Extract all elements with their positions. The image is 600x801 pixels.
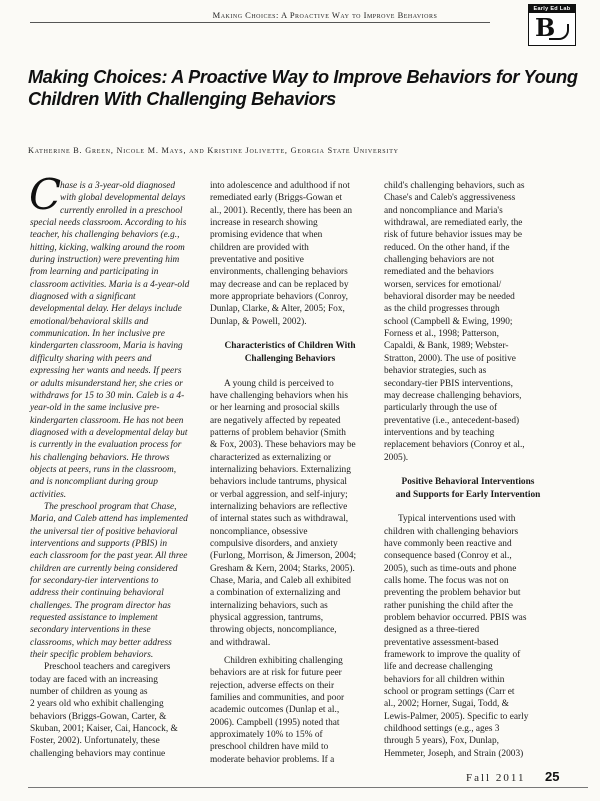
text-line: Preschool teachers and caregivers (44, 662, 171, 673)
text-line: Foster, 2002). Unfortunately, these (30, 736, 160, 747)
text-line: preschool children have mild to (210, 742, 329, 753)
text-line: may decrease and can be replaced by (210, 279, 349, 290)
text-line: particularly through the use of (384, 403, 498, 414)
text-line: developmental delay. Her delays include (30, 304, 182, 315)
text-line: physical aggression, tantrums, (210, 613, 324, 624)
text-line: 2005). (384, 452, 409, 463)
logo-swoosh-icon (549, 24, 569, 40)
text-line: have commonly been reactive and (384, 538, 512, 549)
section-heading-characteristics (210, 340, 370, 365)
text-line: The preschool program that Chase, (44, 501, 177, 512)
text-line: is currently in the evaluation process for (30, 440, 182, 451)
text-line: designed as a three-tiered (384, 625, 480, 636)
text-line: preventative and positive (210, 255, 304, 266)
text-line: objects at peers, runs in the classroom, (30, 464, 177, 475)
text-line: behaviors for all children within (384, 674, 505, 685)
text-line: as the child progresses through (384, 304, 500, 315)
text-line: or adults misunderstand her, she cries or (30, 378, 183, 389)
text-line: Typical interventions used with (398, 514, 516, 525)
text-line: and is noncompliant during group (30, 477, 158, 488)
text-line: risk of future behavior issues may be (384, 230, 523, 241)
text-line: his challenging behaviors. He throws (30, 452, 170, 463)
text-line: Forness et al., 1998; Patterson, (384, 329, 499, 340)
text-line: communication. In her inclusive pre (30, 329, 165, 340)
text-line: preventative assessment-based (384, 637, 499, 648)
column-1 (29, 170, 202, 760)
page-number: 25 (545, 769, 560, 784)
text-line: Positive Behavioral Interventions (401, 477, 535, 488)
text-line: children with challenging behaviors (384, 526, 519, 537)
text-line: secondary-tier PBIS interventions, (384, 378, 513, 389)
running-head-rule (30, 22, 490, 23)
text-line: consequence based (Conroy et al., (384, 551, 512, 562)
text-line: characterized as externalizing or (210, 452, 332, 463)
text-line: Hemmeter, Joseph, and Strain (2003) (384, 748, 524, 759)
text-line: expressing her wants and needs. If peers (30, 366, 182, 377)
text-line: Stratton, 2000). The use of positive (384, 353, 516, 364)
text-line: approximately 10% to 15% of (210, 730, 323, 741)
body-paragraph (30, 661, 202, 760)
text-line: kindergarten classroom, Maria is having (30, 341, 183, 352)
body-paragraph-continued (384, 180, 552, 464)
text-line: children are provided with (210, 242, 309, 253)
text-line: framework to improve the quality of (384, 650, 521, 661)
journal-logo (528, 4, 576, 46)
text-line: Dunlap, & Powell, 2002). (210, 316, 307, 327)
text-line: difficulty sharing with peers and (30, 353, 152, 364)
text-line: diagnosed with a significant (30, 292, 136, 303)
text-line: today are faced with an increasing (30, 674, 158, 685)
text-line: more appropriate behaviors (Conroy, (210, 292, 348, 303)
text-line: and Supports for Early Intervention (395, 489, 541, 500)
text-line: withdraws for 15 to 30 min. Caleb is a 4- (30, 390, 185, 401)
issue-label: Fall 2011 (466, 772, 526, 784)
text-line: the universal tier of positive behavioral (30, 526, 178, 537)
text-line: withdrawal, are remediated early, the (384, 218, 523, 229)
text-line: internalizing behaviors, such as (210, 600, 328, 611)
text-line: of internal states such as withdrawal, (210, 514, 349, 525)
column-2 (210, 180, 370, 766)
text-line: year-old in the same inclusive pre- (30, 403, 160, 414)
text-line: into adolescence and adulthood if not (210, 181, 350, 191)
text-line: rather punishing the child after the (384, 600, 513, 611)
text-line: internalizing behaviors. Externalizing (210, 464, 351, 475)
text-line: currently enrolled in a preschool (60, 205, 183, 216)
column-3 (384, 180, 552, 760)
text-line: children are currently being considered (30, 563, 178, 574)
body-paragraph (210, 655, 370, 766)
text-line: patterns of problem behavior (Smith (210, 427, 346, 438)
text-line: a combination of externalizing and (210, 588, 341, 599)
text-line: challenges. The program director has (30, 600, 171, 611)
text-line: 2005), such as time-outs and phone (384, 563, 517, 574)
text-line: Characteristics of Children With (224, 341, 356, 352)
article-title: Making Choices: A Proactive Way to Improve Behaviors for Young Children With Challenging Behaviors (28, 67, 578, 109)
text-line: or her learning and prosocial skills (210, 403, 340, 414)
text-line: (Furlong, Morrison, & Jimerson, 2004; (210, 551, 357, 562)
body-paragraph (210, 378, 370, 650)
text-line: problem behavior occurred. PBIS was (384, 613, 527, 624)
text-line: or verbal aggression, and self-injury; (210, 489, 348, 500)
text-line: Challenging Behaviors (244, 353, 336, 364)
text-line: during instruction) were preventing him (30, 255, 180, 266)
text-line: have challenging behaviors when his (210, 390, 349, 401)
text-line: are negatively affected by repeated (210, 415, 341, 426)
logo-letter: B (535, 13, 556, 42)
text-line: families and communities, and poor (210, 693, 345, 704)
text-line: child's challenging behaviors, such as (384, 181, 525, 191)
text-line: moderate behavior problems. If a (210, 754, 335, 765)
body-paragraph (384, 513, 552, 760)
text-line: Maria, and Caleb attend has implemented (30, 514, 188, 525)
text-line: throwing objects, noncompliance, (210, 625, 337, 636)
text-line: childhood settings (e.g., ages 3 (384, 724, 500, 735)
text-line: environments, challenging behaviors (210, 267, 348, 278)
text-line: calls home. The focus was not on (384, 576, 509, 586)
text-line: requested assistance to implement (30, 613, 158, 624)
text-line: Children exhibiting challenging (224, 656, 343, 667)
running-head: Making Choices: A Proactive Way to Improve Behaviors (212, 10, 438, 20)
text-line: through 5 years), Fox, Dunlap, (384, 736, 499, 747)
article-authors: Katherine B. Green, Nicole M. Mays, and Kristine Jolivette, Georgia State University (28, 146, 399, 155)
text-line: their specific problem behaviors. (30, 650, 154, 661)
text-line: preventing the problem behavior but (384, 588, 521, 599)
text-line: rejection, adverse effects on their (210, 680, 335, 691)
text-line: worsen, services for emotional/ (384, 279, 502, 290)
text-line: Chase, Maria, and Caleb all exhibited (210, 576, 351, 586)
text-line: interventions and supports (PBIS) in (30, 538, 168, 549)
text-line: al., 2002; Horner, Sugai, Todd, & (384, 699, 509, 710)
text-line: Gresham & Kern, 2004; Starks, 2005). (210, 563, 355, 574)
text-line: for secondary-tier interventions to (30, 576, 159, 586)
text-line: Lewis-Palmer, 2005). Specific to early (384, 711, 529, 722)
text-line: reduced. On the other hand, if the (384, 242, 510, 253)
text-line: each classroom for the past year. All three (30, 551, 188, 562)
footer-rule (28, 787, 588, 788)
vignette-paragraph (29, 170, 202, 501)
text-line: challenging behaviors may continue (30, 748, 166, 759)
vignette-paragraph-2 (30, 501, 202, 661)
logo-banner: Early Ed Lab (529, 5, 575, 13)
text-line: al., 2001). Recently, there has been an (210, 205, 353, 216)
text-line: number of children as young as (30, 687, 148, 698)
text-line: remediated and the behaviors (384, 267, 494, 278)
text-line: school (Campbell & Ewing, 1990; (384, 316, 513, 327)
text-line: replacement behaviors (Conroy et al., (384, 440, 525, 451)
body-paragraph-continued (210, 180, 370, 328)
text-line: emotional/behavioral skills and (30, 316, 149, 327)
text-line: secondary interventions in these (30, 625, 151, 636)
text-line: may decrease challenging behaviors, (384, 390, 522, 401)
text-line: address their continuing behavioral (30, 588, 164, 599)
text-line: hase is a 3-year-old diagnosed (60, 181, 176, 191)
text-line: & Fox, 2003). These behaviors may be (210, 440, 356, 451)
text-line: diagnosed with a developmental delay but (30, 427, 188, 438)
text-line: preventative (i.e., antecedent-based) (384, 415, 520, 426)
text-line: behaviors are at risk for future peer (210, 668, 342, 679)
text-line: classrooms, which may better address (30, 637, 172, 648)
text-line: increase in research showing (210, 218, 318, 229)
text-line: activities. (30, 489, 67, 500)
text-line: kindergarten classroom. He has not been (30, 415, 184, 426)
text-line: life and decrease challenging (384, 662, 493, 673)
text-line: 2006). Campbell (1995) noted that (210, 717, 340, 728)
text-line: challenging behaviors are not (384, 255, 495, 266)
text-line: teacher, his challenging behaviors (e.g., (30, 230, 180, 241)
text-line: 2 years old who exhibit challenging (30, 699, 164, 710)
text-line: and withdrawal. (210, 637, 271, 648)
section-heading-pbis (384, 476, 552, 501)
text-line: school or program settings (Carr et (384, 687, 515, 698)
logo-mark-icon (533, 13, 569, 42)
text-line: behavior strategies, such as (384, 366, 487, 377)
text-line: compulsive disorders, and anxiety (210, 538, 338, 549)
text-line: behaviors include tantrums, physical (210, 477, 348, 488)
text-line: Dunlap, Clarke, & Alter, 2005; Fox, (210, 304, 345, 315)
text-line: behavioral disorder may be needed (384, 292, 515, 303)
text-line: special needs classroom. According to his (30, 218, 187, 229)
text-line: remediated early (Briggs-Gowan et (210, 193, 343, 204)
text-line: A young child is perceived to (224, 378, 334, 389)
drop-cap: C (29, 170, 62, 219)
text-line: promising evidence that when (210, 230, 323, 241)
text-line: and noncompliance and Maria's (384, 205, 503, 216)
text-line: Skuban, 2001; Kaiser, Cai, Hancock, & (30, 724, 178, 735)
text-line: hitting, kicking, walking around the room (30, 242, 185, 253)
text-line: noncompliance, obsessive (210, 526, 308, 537)
text-line: Capaldi, & Bank, 1989; Webster- (384, 341, 509, 352)
text-line: academic outcomes (Dunlap et al., (210, 705, 340, 716)
text-line: from learning and participating in (30, 267, 159, 278)
text-line: classroom activities. Maria is a 4-year-old (30, 279, 190, 290)
text-line: Chase's and Caleb's aggressiveness (384, 193, 516, 204)
text-line: internalizing behaviors are reflective (210, 501, 348, 512)
text-line: interventions and by teaching (384, 427, 495, 438)
text-line: with global developmental delays (60, 193, 186, 204)
text-line: behaviors (Briggs-Gowan, Carter, & (30, 711, 167, 722)
